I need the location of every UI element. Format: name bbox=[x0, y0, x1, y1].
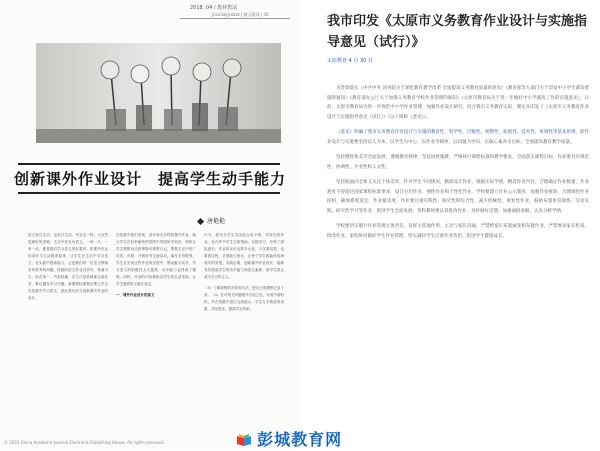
watermark-logo bbox=[236, 427, 343, 449]
diamond-icon bbox=[197, 218, 204, 225]
headline-bottom-rule bbox=[18, 192, 280, 194]
news-paragraph: 为贯彻落实《中共中央 国务院关于深化教育教学改革 全面提高义务教育质量的意见》《教育部等九部门关于印发中小学生减负措施的通知》《教育部办公厅关于加强义务教育学校作业管理的通知》《太原市教育局关于进一步做好中小学减负工作的实施意见》，日前，太原市教育局为进一步规范中小学作业管理，加强作业设计研究，结合我市义务教育实际，制定并印发了《太原市义务教育作业设计与实施指导意见（试行）》（以下简称《意见》）。 bbox=[327, 86, 589, 120]
subheading-text: 一、课外作业设计的意义 bbox=[116, 293, 155, 297]
text-column-2 bbox=[116, 232, 196, 432]
news-paragraph: 学校要切实履行作业管理主体责任，发挥主阵地作用，主动与家长沟通，严禁给家长布置或变相布置作业，严禁要求家长检查、批改作业，家校协同做好学生作业管理，切实减轻学生过重作业负担，促进学生健康成长。 bbox=[327, 224, 589, 239]
paragraph-rest: 即作业设计与实施要坚持以人为本，以学生为中心，以作业为载体，以问题为导向，以核心素养为目标，全面提高教育教学质量。 bbox=[327, 130, 589, 145]
magazine-page bbox=[0, 0, 300, 450]
header-rule bbox=[180, 18, 290, 19]
news-article bbox=[305, 0, 600, 450]
headline-top-rule bbox=[18, 163, 280, 165]
highlight-text: 《意见》明确了我市义务教育作业设计与实施的教育性、科学性、层级性、统整性、拓展性、技术性、协调性等基本原则， bbox=[336, 130, 580, 135]
magazine-issue-header: 2018. 04 / 教材教法 bbox=[190, 5, 238, 11]
column-text: 语文来自生活，也来自生活，作业也一样。大自然是最好的老师，生活中处处有语文，一草一木，一举一动，都是我们学习语文的好素材。把课外作业的设计与生活联系起来，让学生在生活中学习语文，在实践中提高能力，这是我们每一位语文教师应该思考的问题。传统的语文作业以抄写、背诵为主，形式单一，内容枯燥，学生只是机械地完成任务，难以激发学习兴趣。新课程标准提出要让学生在实践中学习语文，因此我们应当创新课外作业的设计。 bbox=[28, 233, 108, 300]
column-text: 在实践中我们发现，设计形式多样的课外作业，能让学生在轻松愉快的氛围中巩固所学知识。例如让学生观察身边的事物写观察日记，搜集生活中的广告语、对联，开展读书交流活动，编写手抄报等。学生在完成这些作业的过程中，既动脑又动手，学习语文的积极性大大提高，动手能力也得到了锻炼。同时，作业的内容要贴近学生的生活实际，让学生感到语文就在身边。 bbox=[116, 233, 196, 286]
copyright-notice: © 2021 China Academic Journal Electronic Publishing House. All rights reserved. bbox=[4, 440, 165, 445]
book-icon bbox=[236, 432, 252, 446]
news-paragraph-highlight bbox=[327, 128, 589, 147]
news-paragraph: 坚持既面向全体又关注个体差异，针对学生不同情况，精准设计作业，根据实际学情，精选作业内容，合理确定作业数量，作业难度不得超过国家课程标准要求，设计分层作业、弹性作业和个性化作业。学校要建立作业公示制度，加强作业统筹，合理调控作业结构，确保难度适宜，作业量适度。作业要注重实践性、探究性和综合性，减少机械性、重复性作业，鼓励布置体育锻炼、劳动实践、研究性学习等作业，促进学生全面发展，各科教师要认真批改作业，及时做好反馈，加强面批讲解，认真分析学情。 bbox=[327, 180, 589, 214]
magazine-article-title: 创新课外作业设计 提高学生动手能力 bbox=[13, 170, 286, 188]
author-name: 唐艳艳 bbox=[207, 218, 226, 225]
news-title: 我市印发《太原市义务教育作业设计与实施指导意见（试行）》 bbox=[327, 14, 588, 50]
text-column-3 bbox=[204, 232, 284, 432]
column-text: 行为，我充分学生自由组合成小组，共同完成作业。在合作中学生互相帮助、互相学习，培养了团队意识。作业的评价也要多元化，不仅看结果，也要看过程，多鼓励少批评，让每个学生都能体验到成功的喜悦。实践证明，创新课外作业设计，能够有效提高学生的动手能力和语文素养，使学生真正成为学习的主人。 bbox=[204, 233, 284, 279]
column-text-list: （3）了解视察的对象和方法，把自己的观察记录下来。（4）在对相关问题展开讨论之后，写成书面材料，并在班级中进行交流展示，学生分享彼此的成果，共同进步，提高学习效率。 bbox=[204, 286, 284, 311]
watermark-text: 彭城教育网 bbox=[257, 430, 343, 449]
news-body bbox=[327, 84, 589, 424]
roses-photo bbox=[36, 43, 281, 143]
article-author bbox=[198, 216, 225, 225]
text-column-1 bbox=[28, 232, 108, 432]
news-source-date[interactable]: 太原教育 4 月 30 日 bbox=[327, 58, 373, 64]
column-subheading bbox=[116, 292, 196, 299]
news-paragraph: 坚持德智体美劳全面发展，遵循教育规律，坚持因材施教，严格执行课程标准和教学要求，全面落实课程目标，作业要具有规范性、协调性、专业性和人文性。 bbox=[327, 155, 589, 170]
magazine-site-line: jcsscxkjjsxbzz | 散文精读 | 45 bbox=[212, 12, 269, 17]
roses-in-vases-image bbox=[36, 43, 281, 143]
